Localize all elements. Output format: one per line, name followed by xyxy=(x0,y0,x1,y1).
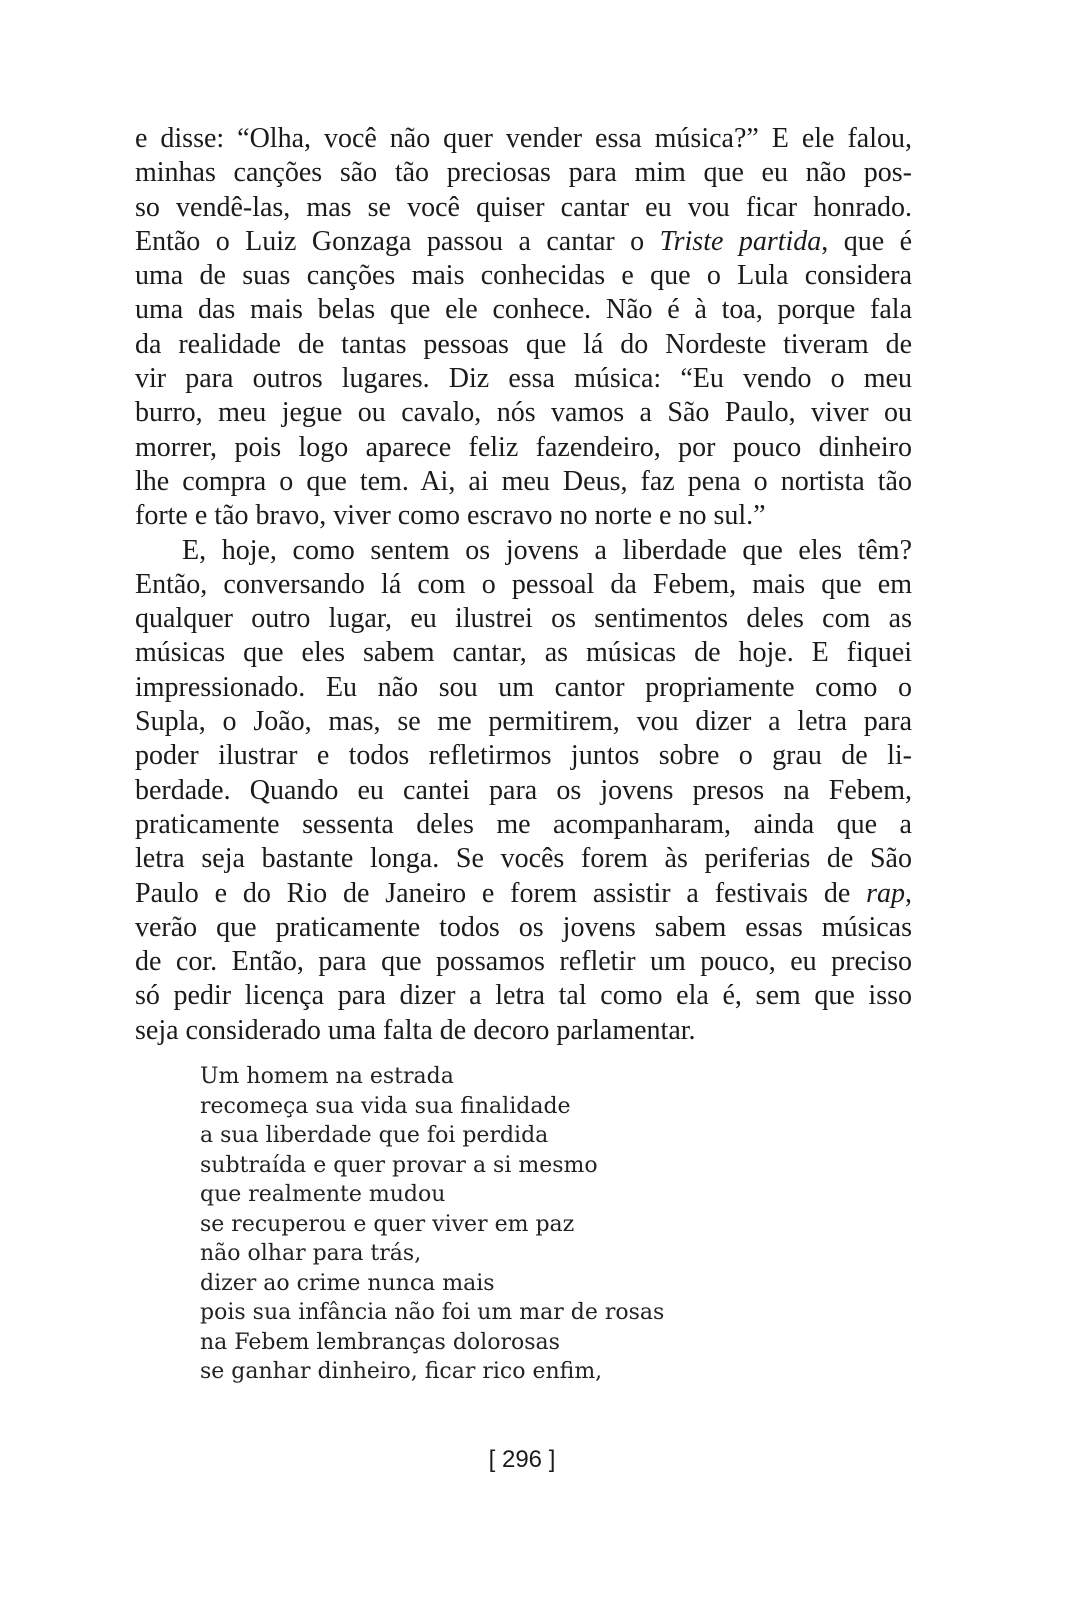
text-line: uma de suas canções mais conhecidas e que o Lula considera xyxy=(135,260,912,292)
text-line: a sua liberdade que foi perdida xyxy=(200,1123,549,1148)
text-line: forte e tão bravo, viver como escravo no norte e no sul.” xyxy=(135,500,766,532)
text-line: e disse: “Olha, você não quer vender essa música?” E ele falou, xyxy=(135,123,912,154)
italic-title: Triste partida xyxy=(659,225,822,257)
italic-title: rap xyxy=(866,877,905,909)
text-line: não olhar para trás, xyxy=(200,1241,422,1266)
text-line: Supla, o João, mas, se me permitirem, vou dizer a letra para xyxy=(135,706,912,738)
paragraph-2 xyxy=(135,534,912,1048)
text-line: pois sua infância não foi um mar de rosas xyxy=(200,1300,665,1325)
text-line: só pedir licença para dizer a letra tal como ela é, sem que isso xyxy=(135,980,912,1012)
text-line: se ganhar dinheiro, ficar rico enfim, xyxy=(200,1359,603,1384)
text-line: dizer ao crime nunca mais xyxy=(200,1270,495,1296)
body-text xyxy=(135,122,912,1048)
text-line: na Febem lembranças dolorosas xyxy=(200,1329,560,1355)
text-line: uma das mais belas que ele conhece. Não é à toa, porque fala xyxy=(135,294,912,326)
text-line: recomeça sua vida sua finalidade xyxy=(200,1093,571,1119)
text-segment: Paulo e do Rio de Janeiro e forem assistir a festivais de xyxy=(135,877,867,909)
text-line: se recuperou e quer viver em paz xyxy=(200,1211,575,1237)
text-line: músicas que eles sabem cantar, as músicas de hoje. E fiquei xyxy=(135,637,912,669)
text-line: de cor. Então, para que possamos refletir um pouco, eu preciso xyxy=(135,946,912,978)
text-line: verão que praticamente todos os jovens sabem essas músicas xyxy=(135,911,912,943)
text-line: morrer, pois logo aparece feliz fazendeiro, por pouco dinheiro xyxy=(135,431,912,463)
text-line: seja considerado uma falta de decoro parlamentar. xyxy=(135,1014,696,1046)
text-line: subtraída e quer provar a si mesmo xyxy=(200,1152,598,1178)
song-lyrics-quote xyxy=(200,1062,900,1387)
text-line: berdade. Quando eu cantei para os jovens presos na Febem, xyxy=(135,774,912,806)
text-line: lhe compra o que tem. Ai, ai meu Deus, faz pena o nortista tão xyxy=(135,465,912,497)
text-line: praticamente sessenta deles me acompanharam, ainda que a xyxy=(135,808,912,840)
text-line: letra seja bastante longa. Se vocês forem às periferias de São xyxy=(135,843,912,875)
text-line: vir para outros lugares. Diz essa música: “Eu vendo o meu xyxy=(135,363,912,395)
paragraph-1 xyxy=(135,122,912,534)
text-line xyxy=(135,877,912,911)
text-segment: , xyxy=(905,877,912,909)
text-line: Então, conversando lá com o pessoal da Febem, mais que em xyxy=(135,568,912,600)
text-line: Um homem na estrada xyxy=(200,1064,454,1089)
text-line: burro, meu jegue ou cavalo, nós vamos a São Paulo, viver ou xyxy=(135,397,912,429)
text-line: so vendê-las, mas se você quiser cantar eu vou ficar honrado. xyxy=(135,191,912,223)
text-line: minhas canções são tão preciosas para mim que eu não pos- xyxy=(135,157,912,189)
text-line: qualquer outro lugar, eu ilustrei os sentimentos deles com as xyxy=(135,603,912,635)
text-line: poder ilustrar e todos refletirmos juntos sobre o grau de li- xyxy=(135,740,912,772)
page-number: [ 296 ] xyxy=(488,1446,556,1473)
text-segment: , que é xyxy=(821,225,913,257)
text-line: da realidade de tantas pessoas que lá do Nordeste tiveram de xyxy=(135,328,912,360)
text-line: E, hoje, como sentem os jovens a liberdade que eles têm? xyxy=(182,534,912,566)
text-segment: Então o Luiz Gonzaga passou a cantar o xyxy=(135,225,660,257)
text-line: que realmente mudou xyxy=(200,1182,446,1207)
text-line: impressionado. Eu não sou um cantor propriamente como o xyxy=(135,671,912,703)
text-line xyxy=(135,225,912,259)
